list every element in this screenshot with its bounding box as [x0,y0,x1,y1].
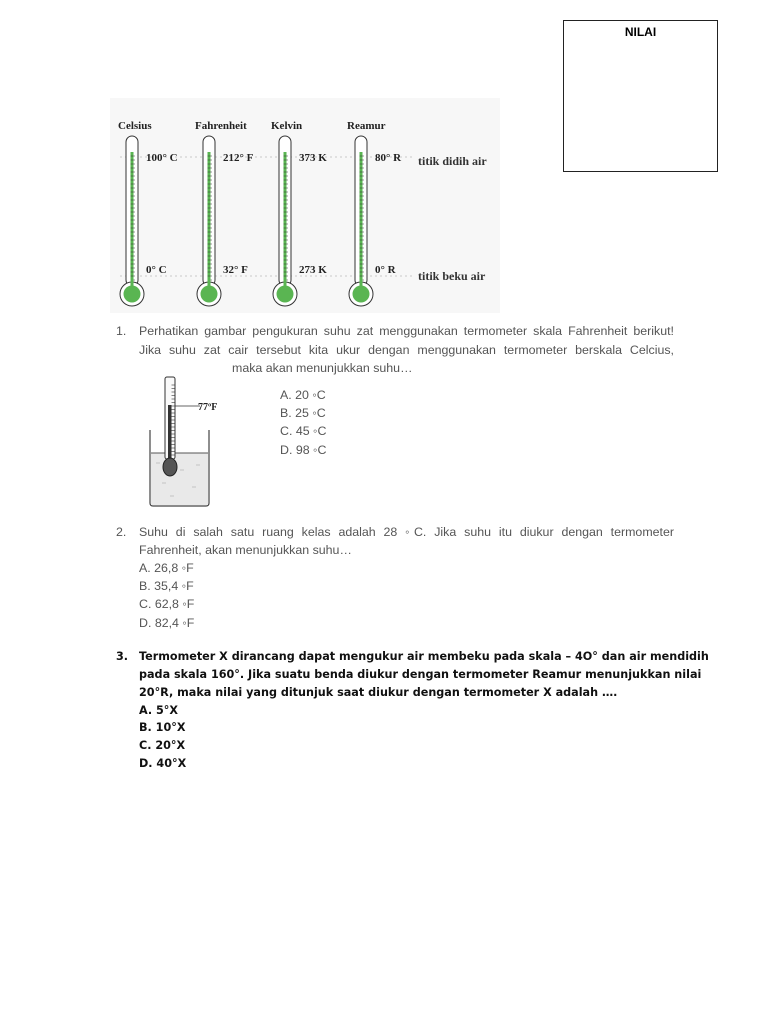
question-3-option-d: D. 40°X [139,757,187,770]
celsius-bottom-value: 0° C [146,264,167,276]
question-3-number: 3. [116,650,129,663]
question-2-option-c: C. 62,8 ◦F [139,597,195,611]
question-1-option-b: B. 25 ◦C [280,406,326,420]
question-2-number: 2. [116,525,127,539]
question-1-line-3: maka akan menunjukkan suhu… [232,361,413,375]
question-1-number: 1. [116,324,127,338]
reading-label: 77ºF [198,402,218,413]
kelvin-scale-name: Kelvin [271,120,303,132]
celsius-scale-name: Celsius [118,120,152,132]
question-1-option-d: D. 98 ◦C [280,443,327,457]
freezing-point-label: titik beku air [418,269,486,283]
question-1-thermometer-figure [140,375,230,510]
question-2-option-a: A. 26,8 ◦F [139,561,194,575]
question-3-option-c: C. 20°X [139,739,186,752]
kelvin-bottom-value: 273 K [299,264,327,276]
kelvin-top-value: 373 K [299,152,327,164]
question-2-option-b: B. 35,4 ◦F [139,579,194,593]
question-1-line-1: Perhatikan gambar pengukuran suhu zat menggunakan termometer skala Fahrenheit berikut! [139,324,674,338]
boiling-point-label: titik didih air [418,154,487,168]
thermometer-bulb [163,458,177,476]
question-1-option-c: C. 45 ◦C [280,424,327,438]
score-box [563,20,718,172]
reamur-bottom-value: 0° R [375,264,396,276]
question-3-line-1: Termometer X dirancang dapat mengukur air membeku pada skala – 4O° dan air mendidih [139,650,709,663]
question-1-line-2: Jika suhu zat cair tersebut kita ukur dengan menggunakan termometer berskala Celcius, [139,343,674,357]
question-3-option-b: B. 10°X [139,721,186,734]
question-2-line-2: Fahrenheit, akan menunjukkan suhu… [139,543,352,557]
question-1-option-a: A. 20 ◦C [280,388,326,402]
question-3-option-a: A. 5°X [139,704,179,717]
celsius-top-value: 100° C [146,152,178,164]
reamur-top-value: 80° R [375,152,402,164]
thermometer-scales-figure [110,98,500,313]
question-2-option-d: D. 82,4 ◦F [139,616,195,630]
question-3-line-2: pada skala 160°. Jika suatu benda diukur dengan termometer Reamur menunjukkan nilai [139,668,702,681]
fahrenheit-top-value: 212° F [223,152,254,164]
score-label: NILAI [624,25,657,39]
beaker-liquid [151,453,208,505]
fahrenheit-bottom-value: 32° F [223,264,248,276]
question-2-line-1: Suhu di salah satu ruang kelas adalah 28 ◦C. Jika suhu itu diukur dengan termometer [139,525,674,539]
mercury-column [168,405,172,463]
question-3-line-3: 20°R, maka nilai yang ditunjuk saat diukur dengan termometer X adalah …. [139,686,618,699]
fahrenheit-scale-name: Fahrenheit [195,120,247,132]
reamur-scale-name: Reamur [347,120,386,132]
